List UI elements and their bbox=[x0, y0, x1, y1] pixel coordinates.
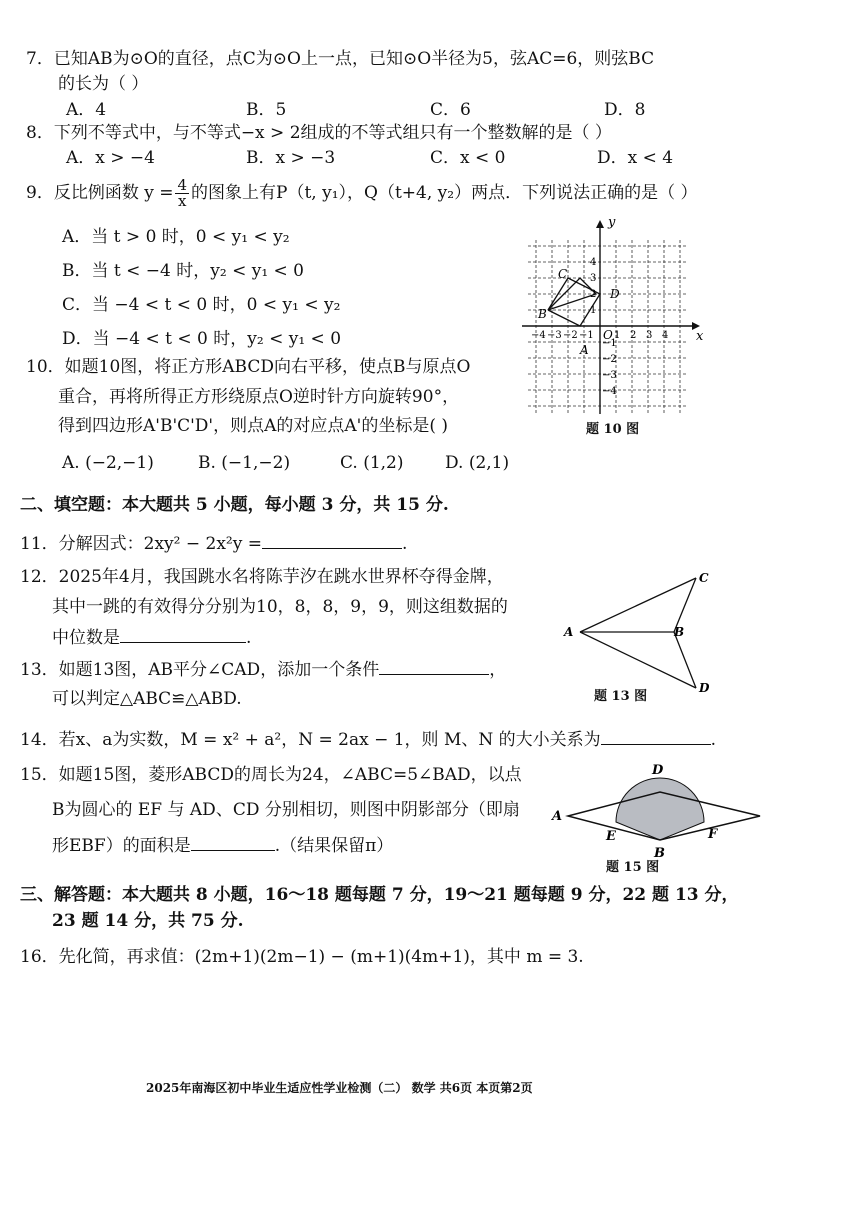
q7-option-d: D．8 bbox=[604, 100, 646, 120]
q7-stem-line2: 的长为（ ） bbox=[58, 74, 149, 94]
q12-answer-blank[interactable] bbox=[120, 626, 246, 643]
q10-option-a: A. (−2,−1) bbox=[62, 453, 154, 473]
q15-point-a: A bbox=[552, 809, 563, 824]
q13-figure bbox=[562, 570, 712, 695]
page-footer: 2025年南海区初中毕业生适应性学业检测（二） 数学 共6页 本页第2页 bbox=[146, 1081, 533, 1095]
q8-option-a: A．x > −4 bbox=[66, 148, 155, 168]
q9-stem bbox=[26, 178, 698, 209]
q15-figure-caption: 题 15 图 bbox=[606, 860, 660, 875]
q12-end: . bbox=[246, 628, 252, 648]
q13-answer-blank[interactable] bbox=[379, 658, 489, 675]
section2-title: 二、填空题：本大题共 5 小题，每小题 3 分，共 15 分. bbox=[20, 495, 449, 515]
section3-title-line1: 三、解答题：本大题共 8 小题，16～18 题每题 7 分，19～21 题每题 9 分，22 题 13 分， bbox=[20, 885, 739, 905]
q7-option-c: C．6 bbox=[430, 100, 471, 120]
q10-xtick: −3 bbox=[547, 330, 562, 341]
q9-fraction-denominator: x bbox=[178, 192, 187, 210]
q11-answer-blank[interactable] bbox=[262, 532, 402, 549]
q16-stem: 16．先化简，再求值：(2m+1)(2m−1) − (m+1)(4m+1)，其中 m = 3. bbox=[20, 947, 584, 967]
q15-point-b: B bbox=[654, 846, 665, 861]
q10-ytick: 3 bbox=[590, 273, 597, 284]
q7-option-a: A．4 bbox=[66, 100, 107, 120]
q8-stem: 8．下列不等式中，与不等式−x > 2组成的不等式组只有一个整数解的是（ ） bbox=[26, 123, 612, 143]
q10-stem-line2: 重合，再将所得正方形绕原点O逆时针方向旋转90°， bbox=[58, 387, 460, 407]
q9-option-d: D．当 −4 < t < 0 时，y₂ < y₁ < 0 bbox=[62, 329, 342, 349]
q13-point-c: C bbox=[699, 571, 709, 585]
q10-point-a: A bbox=[580, 343, 589, 357]
q10-option-b: B. (−1,−2) bbox=[198, 453, 291, 473]
q9-stem-prefix: 9．反比例函数 y = bbox=[26, 183, 174, 203]
q13-point-a: A bbox=[564, 625, 574, 639]
q14-answer-blank[interactable] bbox=[601, 728, 711, 745]
q12-stem-line3 bbox=[52, 626, 251, 649]
q10-xtick: 1 bbox=[614, 330, 621, 341]
q10-axes bbox=[522, 220, 700, 414]
q15-line3-text: 形EBF）的面积是 bbox=[52, 836, 191, 856]
q13-segment-ac bbox=[580, 578, 696, 632]
q10-ytick: 2 bbox=[590, 289, 597, 300]
q9-fraction-numerator: 4 bbox=[177, 176, 188, 194]
q10-ytick: −1 bbox=[602, 338, 617, 349]
q15-stem-line2: B为圆心的 EF 与 AD、CD 分别相切，则图中阴影部分（即扇 bbox=[52, 800, 520, 820]
q7-option-b: B．5 bbox=[246, 100, 287, 120]
q10-xtick: 2 bbox=[630, 330, 637, 341]
q12-stem-line1: 12．2025年4月，我国跳水名将陈芋汐在跳水世界杯夺得金牌， bbox=[20, 567, 504, 587]
q13-line1-end: ， bbox=[489, 660, 507, 680]
q10-ytick: 1 bbox=[590, 305, 597, 316]
q10-figure-caption: 题 10 图 bbox=[586, 422, 640, 437]
q15-shaded-sector bbox=[616, 778, 704, 840]
q13-figure-caption: 题 13 图 bbox=[594, 689, 648, 704]
q10-point-d: D bbox=[610, 287, 620, 301]
q15-stem-line3 bbox=[52, 834, 393, 857]
q9-option-b: B．当 t < −4 时，y₂ < y₁ < 0 bbox=[62, 261, 305, 281]
q10-xtick: 3 bbox=[646, 330, 653, 341]
q14-end: . bbox=[710, 730, 717, 750]
q10-option-d: D. (2,1) bbox=[445, 453, 510, 473]
q15-stem-line1: 15．如题15图，菱形ABCD的周长为24，∠ABC=5∠BAD，以点 bbox=[20, 765, 522, 785]
q10-ytick: −3 bbox=[602, 370, 617, 381]
q9-fraction bbox=[175, 178, 189, 209]
q12-stem-line2: 其中一跳的有效得分分别为10，8，8，9，9，则这组数据的 bbox=[52, 597, 508, 617]
q10-xtick: −4 bbox=[531, 330, 546, 341]
q15-answer-blank[interactable] bbox=[191, 834, 275, 851]
q10-axis-x-label: x bbox=[696, 329, 704, 344]
q14-stem bbox=[20, 728, 716, 751]
q7-stem-line1: 7．已知AB为⊙O的直径，点C为⊙O上一点，已知⊙O半径为5，弦AC=6，则弦BC bbox=[26, 49, 655, 69]
q10-ytick: −2 bbox=[602, 354, 617, 365]
q13-stem-line2: 可以判定△ABC≌△ABD. bbox=[52, 689, 242, 709]
q10-origin-label: O bbox=[603, 328, 613, 342]
q11-text: 11．分解因式：2xy² − 2x²y = bbox=[20, 534, 262, 554]
q9-option-c: C．当 −4 < t < 0 时，0 < y₁ < y₂ bbox=[62, 295, 341, 315]
q14-text: 14．若x、a为实数，M = x² + a²，N = 2ax − 1，则 M、N 的大小关系为 bbox=[20, 730, 601, 750]
q10-xtick: 4 bbox=[662, 330, 669, 341]
q10-ytick: 4 bbox=[590, 257, 597, 268]
q15-point-d: D bbox=[652, 763, 664, 778]
q10-figure bbox=[518, 215, 708, 418]
q10-point-b: B bbox=[538, 307, 547, 321]
q10-option-c: C. (1,2) bbox=[340, 453, 404, 473]
q11-stem bbox=[20, 532, 407, 555]
q8-option-c: C．x < 0 bbox=[430, 148, 506, 168]
q13-segment-ad bbox=[580, 632, 696, 688]
q9-stem-suffix: 的图象上有P（t, y₁），Q（t+4, y₂）两点．下列说法正确的是（ ） bbox=[191, 183, 698, 203]
q10-xtick: −1 bbox=[579, 330, 594, 341]
q13-stem-line1 bbox=[20, 658, 506, 681]
q10-xtick: −2 bbox=[563, 330, 578, 341]
q8-option-b: B．x > −3 bbox=[246, 148, 336, 168]
q10-stem-line3: 得到四边形A'B'C'D'，则点A的对应点A'的坐标是( ) bbox=[58, 416, 448, 436]
q10-ytick: −4 bbox=[602, 386, 617, 397]
q13-line1-text: 13．如题13图，AB平分∠CAD，添加一个条件 bbox=[20, 660, 380, 680]
q9-option-a: A．当 t > 0 时，0 < y₁ < y₂ bbox=[62, 227, 290, 247]
q13-point-b: B bbox=[674, 625, 685, 639]
q15-point-e: E bbox=[606, 829, 616, 844]
q8-option-d: D．x < 4 bbox=[597, 148, 674, 168]
q11-end: . bbox=[401, 534, 408, 554]
q10-point-c: C bbox=[558, 267, 568, 281]
q13-point-d: D bbox=[699, 681, 710, 695]
q10-stem-line1: 10．如题10图，将正方形ABCD向右平移，使点B与原点O bbox=[26, 357, 471, 377]
section3-title-line2: 23 题 14 分，共 75 分. bbox=[52, 911, 244, 931]
q10-axis-y-label: y bbox=[608, 215, 616, 230]
q15-figure bbox=[548, 762, 773, 862]
q15-line3-end: .（结果保留π） bbox=[274, 836, 394, 856]
q15-point-f: F bbox=[708, 827, 718, 842]
q12-line3-text: 中位数是 bbox=[52, 628, 120, 648]
